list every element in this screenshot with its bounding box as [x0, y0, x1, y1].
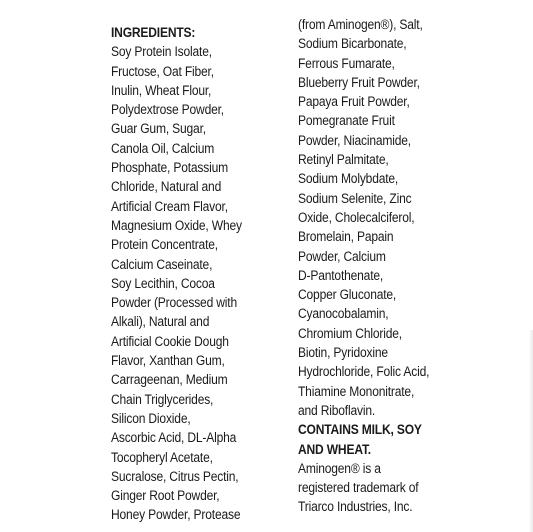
ingredients-right-column: [298, 15, 429, 517]
right-column-line: Sodium Bicarbonate,: [298, 36, 407, 52]
right-column-line: (from Aminogen®), Salt,: [298, 17, 423, 32]
right-column-line: Hydrochloride, Folic Acid,: [298, 364, 430, 380]
left-column-line: Phosphate, Potassium: [111, 160, 228, 176]
right-column-line: Oxide, Cholecalciferol,: [298, 209, 415, 225]
edge-shadow: [529, 330, 533, 532]
right-column-line: Copper Gluconate,: [298, 287, 397, 303]
left-column-line: Silicon Dioxide,: [111, 410, 191, 426]
left-column-line: Sucralose, Citrus Pectin,: [111, 468, 239, 484]
right-column-line: Ferrous Fumarate,: [298, 55, 395, 71]
right-column-line: Papaya Fruit Powder,: [298, 94, 410, 110]
right-column-line: and Riboflavin.: [298, 402, 376, 418]
left-column-line: Canola Oil, Calcium: [111, 140, 215, 156]
left-column-line: Polydextrose Powder,: [111, 102, 224, 118]
right-column-line: Aminogen® is a: [298, 460, 381, 476]
right-column-line: Thiamine Mononitrate,: [298, 383, 415, 399]
left-column-line: Guar Gum, Sugar,: [111, 121, 206, 137]
left-column-line: Alkali), Natural and: [111, 314, 210, 330]
left-column-line: Carrageenan, Medium: [111, 372, 228, 388]
left-column-line: Artificial Cream Flavor,: [111, 198, 228, 214]
right-column-line: Biotin, Pyridoxine: [298, 345, 388, 361]
right-column-line: Retinyl Palmitate,: [298, 152, 389, 168]
right-column-line: Triarco Industries, Inc.: [298, 499, 413, 515]
right-column-line: Cyanocobalamin,: [298, 306, 389, 322]
right-column-line: Bromelain, Papain: [298, 229, 394, 245]
ingredients-left-column: [111, 23, 242, 525]
left-column-line: Flavor, Xanthan Gum,: [111, 353, 225, 369]
right-column-line: Powder, Niacinamide,: [298, 132, 411, 148]
right-column-line: registered trademark of: [298, 480, 419, 496]
left-column-line: Inulin, Wheat Flour,: [111, 82, 212, 98]
left-column-line: Tocopheryl Acetate,: [111, 449, 213, 465]
left-column-line: Soy Protein Isolate,: [111, 44, 212, 60]
left-column-line: Chloride, Natural and: [111, 179, 222, 195]
left-column-line: Soy Lecithin, Cocoa: [111, 275, 215, 291]
right-column-line: D-Pantothenate,: [298, 267, 384, 283]
right-column-line: AND WHEAT.: [298, 441, 371, 457]
right-column-line: Chromium Chloride,: [298, 325, 402, 341]
left-column-line: Powder (Processed with: [111, 295, 237, 311]
right-column-line: Sodium Molybdate,: [298, 171, 399, 187]
left-column-line: Magnesium Oxide, Whey: [111, 217, 242, 233]
left-column-line: Fructose, Oat Fiber,: [111, 63, 214, 79]
right-column-line: Blueberry Fruit Powder,: [298, 74, 420, 90]
right-column-line: Pomegranate Fruit: [298, 113, 395, 129]
right-column-line: CONTAINS MILK, SOY: [298, 422, 422, 438]
right-column-line: Powder, Calcium: [298, 248, 386, 264]
right-column-line: Sodium Selenite, Zinc: [298, 190, 412, 206]
left-column-line: Ginger Root Powder,: [111, 488, 220, 504]
left-column-line: Chain Triglycerides,: [111, 391, 214, 407]
left-column-line: Calcium Caseinate,: [111, 256, 213, 272]
left-column-line: Artificial Cookie Dough: [111, 333, 229, 349]
left-column-line: Ascorbic Acid, DL-Alpha: [111, 430, 237, 446]
left-column-line: Honey Powder, Protease: [111, 507, 241, 523]
left-column-line: Protein Concentrate,: [111, 237, 218, 253]
left-column-line: INGREDIENTS:: [111, 25, 196, 40]
